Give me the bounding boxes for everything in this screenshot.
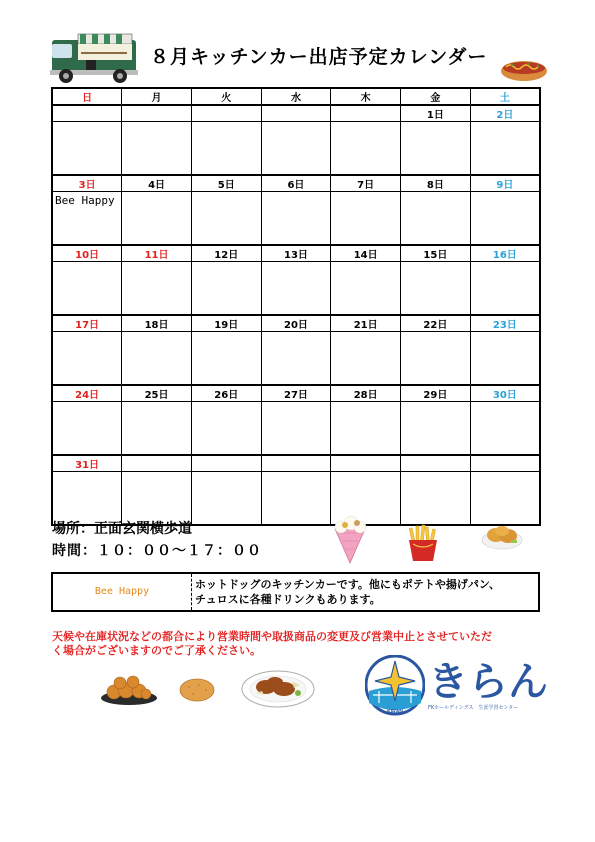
vendor-info-box — [51, 572, 540, 612]
kitchen-car-illustration — [48, 30, 140, 86]
event-label — [331, 122, 400, 124]
event-cell — [470, 262, 540, 316]
date-cell: 8日 — [401, 175, 471, 192]
event-cell — [52, 262, 122, 316]
event-cell — [470, 122, 540, 176]
event-cell — [191, 472, 261, 526]
event-cell — [122, 262, 192, 316]
date-cell: 5日 — [191, 175, 261, 192]
event-label — [331, 472, 400, 474]
date-cell: 30日 — [470, 385, 540, 402]
event-cell — [401, 402, 471, 456]
event-label — [122, 402, 191, 404]
event-label — [122, 122, 191, 124]
notice-line: 天候や在庫状況などの都合により営業時間や取扱商品の変更及び営業中止とさせていただ — [52, 630, 492, 643]
event-cell — [52, 122, 122, 176]
event-label — [122, 262, 191, 264]
date-cell: 2日 — [470, 105, 540, 122]
event-label — [471, 192, 539, 194]
event-cell — [261, 472, 331, 526]
hotdog-icon — [500, 56, 548, 82]
event-label — [471, 122, 539, 124]
event-cell — [122, 472, 192, 526]
notice-line: く場合がございますのでご了承ください。 — [52, 644, 261, 657]
date-cell: 16日 — [470, 245, 540, 262]
date-cell: 22日 — [401, 315, 471, 332]
event-label — [53, 262, 121, 264]
weekday-wed: 水 — [261, 88, 331, 105]
event-label — [401, 402, 470, 404]
event-cell — [261, 402, 331, 456]
date-cell — [470, 455, 540, 472]
date-cell: 26日 — [191, 385, 261, 402]
event-cell — [191, 262, 261, 316]
event-label — [192, 402, 261, 404]
date-cell: 4日 — [122, 175, 192, 192]
event-label — [262, 192, 331, 194]
weekday-mon: 月 — [122, 88, 192, 105]
event-label — [262, 262, 331, 264]
date-cell: 3日 — [52, 175, 122, 192]
event-cell — [331, 192, 401, 246]
vendor-name: Bee Happy — [94, 586, 150, 597]
event-label — [53, 472, 121, 474]
event-label — [401, 472, 470, 474]
event-label — [122, 192, 191, 194]
date-cell: 20日 — [261, 315, 331, 332]
event-label — [331, 402, 400, 404]
event-row — [52, 472, 540, 526]
croquette-icon — [179, 678, 215, 702]
event-label — [192, 262, 261, 264]
date-cell: 9日 — [470, 175, 540, 192]
event-cell — [401, 472, 471, 526]
event-cell — [52, 192, 122, 246]
date-cell: 10日 — [52, 245, 122, 262]
event-cell — [401, 192, 471, 246]
event-label: Bee Happy — [55, 194, 115, 207]
event-cell — [470, 192, 540, 246]
date-cell: 27日 — [261, 385, 331, 402]
date-cell — [52, 105, 122, 122]
event-cell — [331, 402, 401, 456]
event-cell — [401, 262, 471, 316]
hours-text: 時間：１０：００～１７：００ — [52, 543, 262, 559]
date-cell — [122, 455, 192, 472]
date-cell: 14日 — [331, 245, 401, 262]
event-cell — [52, 472, 122, 526]
event-cell — [261, 122, 331, 176]
vendor-divider — [191, 574, 192, 610]
event-row — [52, 332, 540, 386]
event-label — [401, 122, 470, 124]
event-label — [122, 472, 191, 474]
date-row — [52, 245, 540, 262]
date-cell: 11日 — [122, 245, 192, 262]
date-cell — [331, 105, 401, 122]
fried-dish-plate-icon — [240, 665, 316, 709]
event-cell — [191, 192, 261, 246]
kiran-logo-mark — [365, 655, 425, 717]
event-cell — [401, 122, 471, 176]
event-label — [401, 192, 470, 194]
event-label — [262, 332, 331, 334]
event-cell — [331, 332, 401, 386]
event-cell — [261, 332, 331, 386]
date-cell: 19日 — [191, 315, 261, 332]
event-cell — [470, 402, 540, 456]
date-row — [52, 105, 540, 122]
date-cell: 24日 — [52, 385, 122, 402]
fried-food-icon — [481, 520, 523, 550]
date-cell: 29日 — [401, 385, 471, 402]
event-label — [192, 122, 261, 124]
vendor-description-line: ホットドッグのキッチンカーです。他にもポテトや揚げパン、 — [195, 578, 501, 591]
page-title: ８月キッチンカー出店予定カレンダー — [150, 46, 488, 68]
logo-text: きらん — [428, 659, 548, 705]
event-row — [52, 122, 540, 176]
date-cell: 17日 — [52, 315, 122, 332]
date-cell: 13日 — [261, 245, 331, 262]
date-cell — [122, 105, 192, 122]
event-label — [471, 332, 539, 334]
event-cell — [122, 192, 192, 246]
date-cell — [261, 105, 331, 122]
date-cell — [191, 105, 261, 122]
event-cell — [191, 122, 261, 176]
date-cell: 18日 — [122, 315, 192, 332]
event-label — [331, 332, 400, 334]
event-cell — [261, 262, 331, 316]
event-row — [52, 192, 540, 246]
logo-subtitle: FKホールディングス 生涯学習センター — [428, 705, 519, 711]
date-cell: 21日 — [331, 315, 401, 332]
karaage-plate-icon — [100, 672, 158, 706]
date-cell — [331, 455, 401, 472]
event-label — [331, 192, 400, 194]
event-label — [192, 472, 261, 474]
event-label — [471, 472, 539, 474]
event-label — [192, 332, 261, 334]
event-label — [471, 262, 539, 264]
event-label — [401, 262, 470, 264]
event-label — [122, 332, 191, 334]
date-cell: 25日 — [122, 385, 192, 402]
event-row — [52, 262, 540, 316]
vendor-description — [195, 577, 535, 607]
event-cell — [470, 472, 540, 526]
event-cell — [122, 122, 192, 176]
french-fries-icon — [405, 524, 441, 562]
event-label — [331, 262, 400, 264]
event-cell — [191, 402, 261, 456]
weekday-tue: 火 — [191, 88, 261, 105]
event-label — [53, 332, 121, 334]
calendar-table — [51, 87, 541, 526]
weekday-header-row — [52, 88, 540, 105]
date-cell — [401, 455, 471, 472]
date-row — [52, 175, 540, 192]
date-cell: 23日 — [470, 315, 540, 332]
event-row — [52, 402, 540, 456]
date-cell — [261, 455, 331, 472]
event-cell — [470, 332, 540, 386]
date-cell: 6日 — [261, 175, 331, 192]
event-label — [471, 402, 539, 404]
event-cell — [191, 332, 261, 386]
date-cell: 15日 — [401, 245, 471, 262]
date-row — [52, 455, 540, 472]
event-label — [262, 122, 331, 124]
date-cell — [191, 455, 261, 472]
event-cell — [122, 332, 192, 386]
event-cell — [261, 192, 331, 246]
event-label — [53, 402, 121, 404]
weekday-sat: 土 — [470, 88, 540, 105]
vendor-description-line: チュロスに各種ドリンクもあります。 — [195, 593, 381, 606]
event-label — [401, 332, 470, 334]
location-text: 場所：正面玄関横歩道 — [52, 521, 192, 537]
event-label — [53, 122, 121, 124]
logo-band-text: KIRAN — [387, 709, 403, 715]
crepe-icon — [327, 513, 373, 565]
date-cell: 31日 — [52, 455, 122, 472]
event-cell — [52, 332, 122, 386]
date-row — [52, 385, 540, 402]
event-cell — [331, 122, 401, 176]
weekday-sun: 日 — [52, 88, 122, 105]
date-cell: 28日 — [331, 385, 401, 402]
date-cell: 1日 — [401, 105, 471, 122]
event-cell — [52, 402, 122, 456]
event-label — [262, 472, 331, 474]
date-cell: 7日 — [331, 175, 401, 192]
weekday-thu: 木 — [331, 88, 401, 105]
weekday-fri: 金 — [401, 88, 471, 105]
event-cell — [122, 402, 192, 456]
event-label — [192, 192, 261, 194]
event-cell — [401, 332, 471, 386]
date-row — [52, 315, 540, 332]
event-cell — [331, 262, 401, 316]
event-label — [262, 402, 331, 404]
date-cell: 12日 — [191, 245, 261, 262]
